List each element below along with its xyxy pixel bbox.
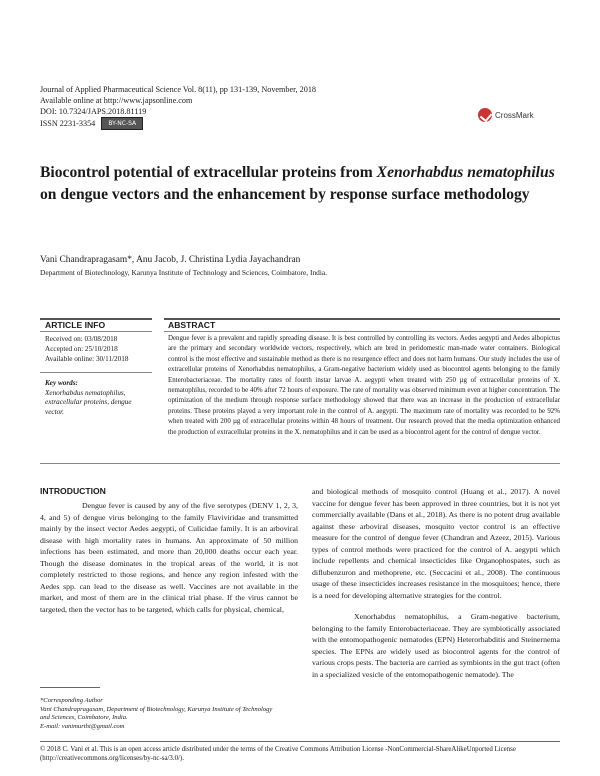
footnote-email[interactable]: E-mail: vanimurthi@gmail.com [40,722,125,730]
introduction-heading: INTRODUCTION [40,486,106,496]
article-dates [45,334,145,364]
footnote-rule [40,687,100,688]
accepted-date: Accepted on: 25/10/2018 [45,345,118,353]
authors: Vani Chandrapragasam*, Anu Jacob, J. Christina Lydia Jayachandran [40,255,301,265]
copyright-rule [40,741,560,742]
issn: ISSN 2231-3354 [40,119,96,128]
abstract-heading: ABSTRACT [168,320,216,330]
journal-citation: Journal of Applied Pharmaceutical Science Vol. 8(11), pp 131-139, November, 2018 [40,85,317,94]
intro-column-right [312,486,560,680]
issn-row [40,117,370,130]
journal-url[interactable]: Available online at http://www.japsonline.com [40,96,193,105]
doi[interactable]: DOI: 10.7324/JAPS.2018.81119 [40,107,147,116]
intro-paragraph-2: and biological methods of mosquito control (Huang et al., 2017). A novel vaccine for dengue fever has been approved in three countries, but it is not yet commercially available (Dans et al., 2018). As there is no potent drug available against these arboviral diseases, mosquito vector control is an effective measure for the control of dengue fever (Chandran and Azeez, 2015). Various types of control methods were practiced for the control of A. aegypti which include repellents and chemical insecticides like Organophospates, such as diflubenzuron and methoprene, etc. (Seccacini et al., 2008). The continuous usage of these insecticides increases resistance in the mosquitoes; hence, there is a need for developing alternative strategies for the control. [312,487,560,600]
keywords-divider [40,372,152,373]
affiliation: Department of Biotechnology, Karunya Institute of Technology and Sciences, Coimbatore, India. [40,268,328,277]
abstract-text: Dengue fever is a prevalent and rapidly spreading disease. It is best controlled by controlling its vectors. Aedes aegypti and Aedes albopictus are the primary and secondary worldwide vectors, respectively, which are bred in peridomestic man-made water containers. Biological control is the most effective and sustainable method as there is no resurgence effect and does not harm humans. Our study includes the use of extracellular proteins of Xenorhabdus nematophilus, a Gram-negative bacterium widely used as biocontrol agents belonging to the family Enterobacteriaceae. The mortality rates of fourth instar larvae A. aegypti when treated with 250 µg of extracellular proteins of X. nematophilus, recorded to be 40% after 72 hours of exposure. The rate of mortality was observed minimum even at higher concentration. The optimization of the medium through response surface methodology showed that there was an increase in the production of extracellular proteins. These proteins played a very important role in the control of A. aegypti. The maximum rate of mortality was recorded to be 92% when treated with 200 µg of extracellular proteins within 48 hours of treatment. Our research proved that the media optimization enhanced the production of extracellular proteins in the X. nematophilus and it can be used as a biocontrol agent for the control of dengue vector. [168,335,560,436]
copyright-notice: © 2018 C. Vani et al. This is an open access article distributed under the terms of the Creative Commons Attribution License -NonCommercial-ShareAlikeUnported License (http://creativecommons.org/licenses/by-nc-sa/3.0/). [40,746,516,762]
keywords-label: Key words: [45,379,78,387]
abstract-rule [164,318,560,320]
abstract-underline [164,331,560,332]
available-date: Available online: 30/11/2018 [45,355,129,363]
footnote-label: *Corresponding Author [40,697,103,704]
keywords-text: Xenorhabdus nematophilus, extracellular proteins, dengue vector. [45,388,132,416]
corresponding-author [40,697,280,731]
footnote-text: Vani Chandrapragasam, Department of Biotechnology, Karunya Institute of Technology and Sciences, Coimbatore, India. [40,705,273,722]
crossmark-icon [478,108,492,122]
intro-paragraph-1: Dengue fever is caused by any of the five serotypes (DENV 1, 2, 3, 4, and 5) of dengue virus belonging to the family Flaviviridae and transmitted mainly by the insect vector Aedes aegypti, of Culicidae family. It is an arboviral disease with high mortality rates in humans. An approximate of 50 million infections has been estimated, and more than 20,000 deaths occur each year. Though the disease dominates in the tropical areas of the world, it is not completely restricted to those regions, and hence any region infested with the Aedes spp. can lead to the disease as well. Vaccines are not available in the market, and most of them are in the clinical trial phase. If the virus cannot be targeted, then the vector has to be targeted, which calls for physical, chemical, [40,501,298,614]
intro-column-left [40,500,298,615]
article-info-underline [40,331,152,332]
received-date: Received on: 03/08/2018 [45,335,118,343]
abstract-bottom-rule [40,463,560,464]
crossmark-label: CrossMark [495,110,534,120]
intro-paragraph-3: Xenorhabdus nematophilus, a Gram-negative bacterium, belonging to the family Enterobacteriaceae. They are symbiotically associated with the entomopathogenic nematodes (EPN) Heterorhabditis and Steinernema species. The EPNs are widely used as biocontrol agents for the control of various crops pests. The bacteria are carried as symbionts in the gut tract (often in a specialized vesicle of the entomopathogenic nematode). The [312,612,560,679]
article-title: Biocontrol potential of extracellular proteins from Xenorhabdus nematophilus on dengue vectors and the enhancement by response surface methodology [40,164,555,203]
keywords-block [45,379,145,417]
crossmark-badge[interactable] [478,108,534,122]
cc-license-icon[interactable]: BY-NC-SA [101,117,143,130]
article-info-heading: ARTICLE INFO [45,320,106,330]
journal-header [40,84,370,130]
